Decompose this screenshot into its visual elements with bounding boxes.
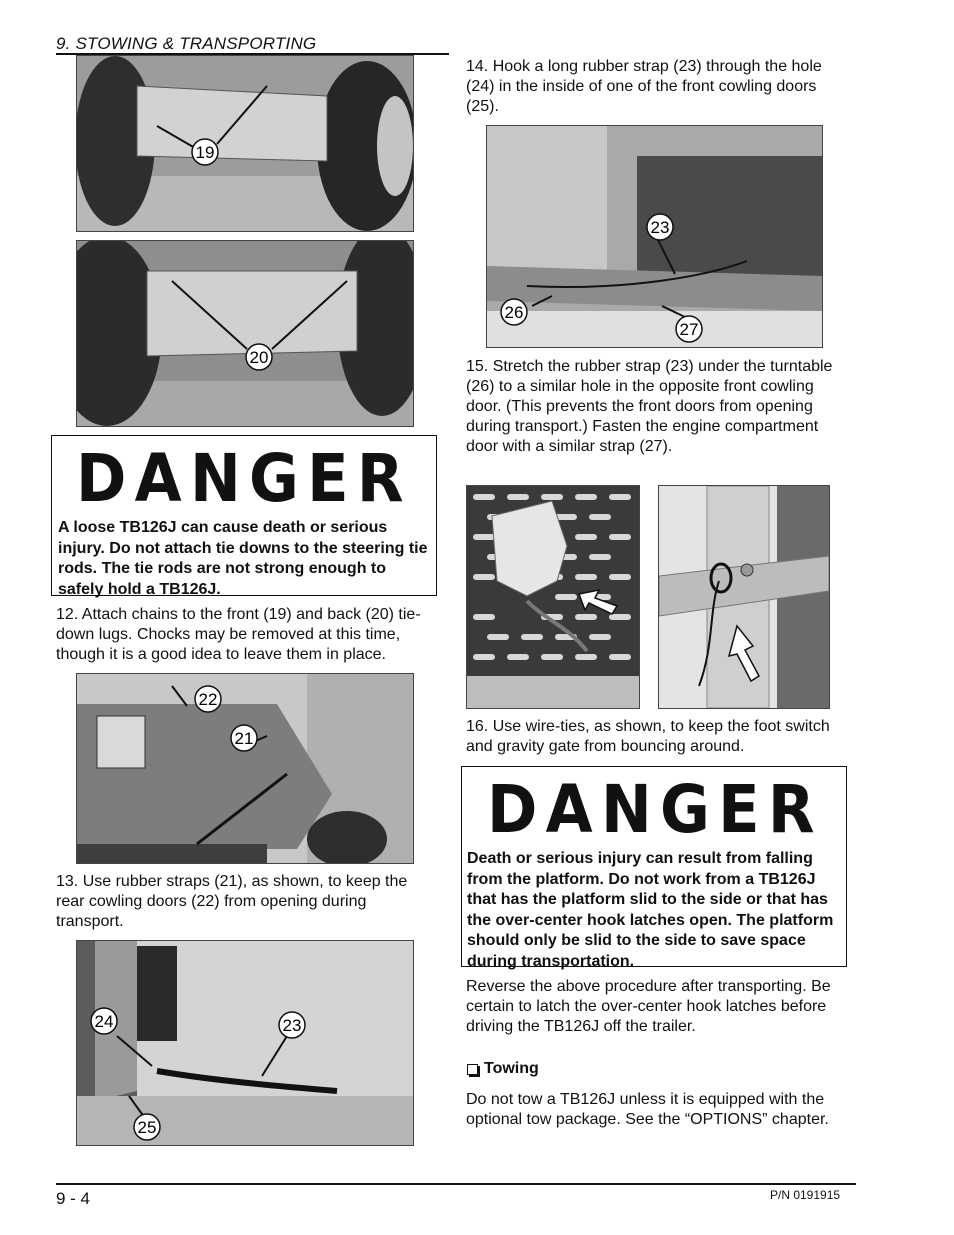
- svg-text:20: 20: [249, 348, 269, 367]
- towing-heading-label: Towing: [484, 1060, 539, 1077]
- svg-text:27: 27: [679, 320, 699, 339]
- danger-word: DANGER: [487, 771, 823, 848]
- photo-back-tie-down-lugs: [76, 240, 414, 427]
- checkbox-bullet-icon: [467, 1064, 478, 1075]
- callout-26: [501, 299, 527, 325]
- photo-rubber-strap-hole: [76, 940, 414, 1146]
- danger-heading-2: [467, 771, 841, 848]
- callout-25: [134, 1114, 160, 1140]
- towing-heading: [467, 1060, 539, 1078]
- step-13-text: 13. Use rubber straps (21), as shown, to keep the rear cowling doors (22) from opening during transport.: [56, 873, 408, 930]
- danger-message: Death or serious injury can result from falling from the platform. Do not work from a TB126J that has the platform slid to the side or that has the over-center hook latches open. The platform should only be slid to the side to save space during transportation.: [467, 850, 834, 970]
- danger-message: A loose TB126J can cause death or serious injury. Do not attach tie downs to the steering tie rods. The tie rods are not strong enough to safely hold a TB126J.: [58, 519, 428, 598]
- step-16-text: 16. Use wire-ties, as shown, to keep the foot switch and gravity gate from bouncing around.: [466, 718, 830, 755]
- section-title: 9. STOWING & TRANSPORTING: [56, 34, 317, 53]
- photo-gravity-gate-wire-tie: [658, 485, 830, 709]
- photo-front-cowling-turntable: [486, 125, 823, 348]
- danger-heading: [58, 440, 430, 517]
- danger-word: DANGER: [76, 440, 412, 517]
- callout-20: [246, 344, 272, 370]
- callout-23-front: [647, 214, 673, 240]
- step-15-text: 15. Stretch the rubber strap (23) under the turntable (26) to a similar hole in the opposite front cowling door. (This prevents the front doors from opening during transport.) Fasten the engine compartment door with a similar strap (27).: [466, 358, 833, 455]
- photo-front-tie-down-lugs: [76, 55, 414, 232]
- danger-box-platform: [461, 766, 847, 970]
- svg-text:26: 26: [504, 303, 524, 322]
- svg-text:24: 24: [94, 1012, 114, 1031]
- svg-text:23: 23: [282, 1016, 302, 1035]
- callout-19: [192, 139, 218, 165]
- step-14-text: 14. Hook a long rubber strap (23) through the hole (24) in the inside of one of the front cowling doors (25).: [466, 58, 822, 115]
- svg-text:21: 21: [234, 729, 254, 748]
- callout-24: [91, 1008, 117, 1034]
- page-number: 9 - 4: [56, 1189, 91, 1208]
- callout-22: [195, 686, 221, 712]
- svg-text:25: 25: [137, 1118, 157, 1137]
- footer-rule: [56, 1183, 856, 1185]
- reverse-procedure-text: Reverse the above procedure after transporting. Be certain to latch the over-center hook latches before driving the TB126J off the trailer.: [466, 978, 831, 1035]
- towing-text: Do not tow a TB126J unless it is equipped with the optional tow package. See the “OPTIONS” chapter.: [466, 1091, 829, 1128]
- svg-text:19: 19: [195, 143, 215, 162]
- callout-21: [231, 725, 257, 751]
- part-number: P/N 0191915: [770, 1188, 841, 1202]
- svg-text:22: 22: [198, 690, 218, 709]
- step-12-text: 12. Attach chains to the front (19) and back (20) tie-down lugs. Chocks may be removed at this time, though it is a good idea to leave them in place.: [56, 606, 421, 663]
- svg-text:23: 23: [650, 218, 670, 237]
- callout-27: [676, 316, 702, 342]
- danger-box-tie-rods: [51, 435, 437, 596]
- photo-rear-cowling-doors: [76, 673, 414, 864]
- callout-23: [279, 1012, 305, 1038]
- photo-foot-switch-wire-tie: [466, 485, 640, 709]
